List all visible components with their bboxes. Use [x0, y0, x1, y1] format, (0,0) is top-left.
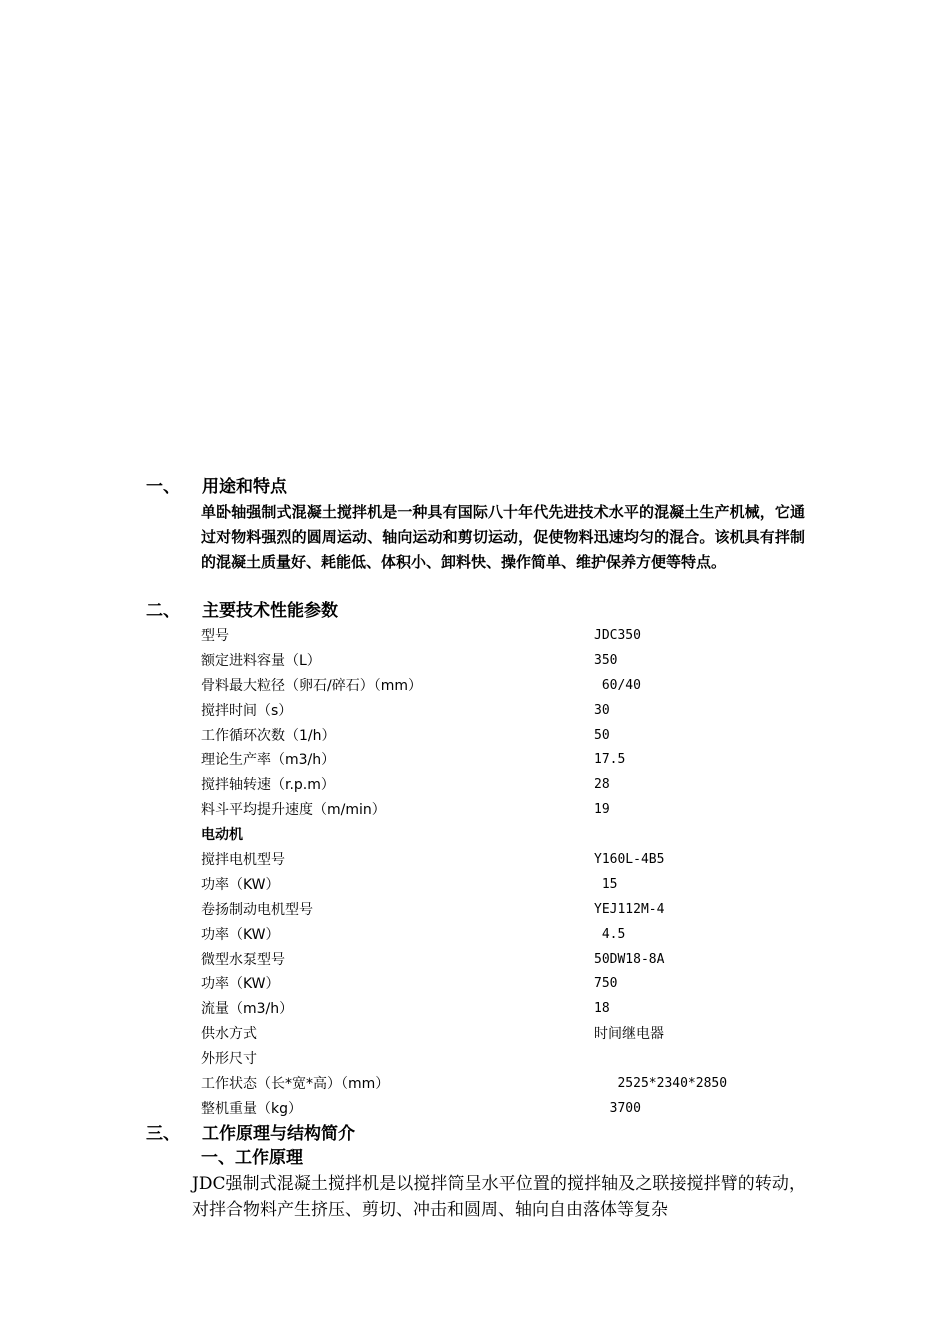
section-3-heading [146, 1122, 355, 1147]
spec-row [201, 674, 805, 699]
spec-row [201, 997, 805, 1022]
spec-value: 17.5 [594, 752, 626, 768]
spec-value: 28 [594, 777, 610, 793]
spec-group-row [201, 823, 805, 848]
spec-row [201, 848, 805, 873]
section-1-title: 用途和特点 [202, 477, 287, 497]
spec-value: 18 [594, 1001, 610, 1017]
spec-label: 工作循环次数（1/h） [201, 727, 336, 744]
spec-row [201, 972, 805, 997]
spec-label: 外形尺寸 [201, 1051, 257, 1068]
spec-label: 供水方式 [201, 1026, 257, 1043]
spec-row [201, 1047, 805, 1072]
principle-paragraph: JDC强制式混凝土搅拌机是以搅拌筒呈水平位置的搅拌轴及之联接搅拌臂的转动，对拌合物料产生挤压、剪切、冲击和圆周、轴向自由落体等复杂 [192, 1174, 806, 1220]
spec-label: 整机重量（kg） [201, 1100, 302, 1117]
spec-row [201, 1097, 805, 1122]
spec-value: 50 [594, 727, 610, 743]
spec-group-label: 电动机 [201, 827, 243, 844]
spec-label: 功率（KW） [201, 926, 280, 943]
spec-row [201, 748, 805, 773]
spec-value: 60/40 [594, 677, 641, 693]
spec-label: 骨料最大粒径（卵石/碎石）（mm） [201, 677, 422, 694]
intro-paragraph: 单卧轴强制式混凝土搅拌机是一种具有国际八十年代先进技术水平的混凝土生产机械，它通过对物料强烈的圆周运动、轴向运动和剪切运动，促使物料迅速均匀的混合。该机具有拌制的混凝土质量好、耗能低、体积小、卸料快、操作简单、维护保养方便等特点。 [201, 503, 805, 571]
spec-label: 功率（KW） [201, 876, 280, 893]
spec-value: 时间继电器 [594, 1026, 664, 1043]
spec-value: 750 [594, 976, 618, 992]
section-3-number: 三、 [146, 1124, 180, 1144]
spec-value: 15 [594, 876, 618, 892]
section-2-title: 主要技术性能参数 [202, 601, 338, 621]
spec-value: Y160L-4B5 [594, 852, 665, 868]
section-1-heading [146, 475, 287, 500]
spec-row [201, 923, 805, 948]
spec-label: 工作状态（长*宽*高）（mm） [201, 1076, 390, 1093]
spec-label: 搅拌电机型号 [201, 852, 285, 869]
section-3-title: 工作原理与结构简介 [202, 1124, 355, 1144]
spec-value: 350 [594, 652, 618, 668]
spec-row [201, 624, 805, 649]
spec-value: 2525*2340*2850 [594, 1076, 728, 1092]
spec-row [201, 898, 805, 923]
spec-label: 流量（m3/h） [201, 1001, 294, 1018]
spec-row [201, 724, 805, 749]
spec-row [201, 773, 805, 798]
spec-row [201, 699, 805, 724]
spec-row [201, 1072, 805, 1097]
spec-table [201, 624, 805, 1122]
spec-row [201, 798, 805, 823]
spec-label: 搅拌时间（s） [201, 702, 293, 719]
spec-value: 3700 [594, 1100, 641, 1116]
spec-row [201, 948, 805, 973]
spec-value: 30 [594, 702, 610, 718]
section-2-heading [146, 599, 338, 624]
spec-row [201, 873, 805, 898]
spec-label: 搅拌轴转速（r.p.m） [201, 777, 335, 794]
spec-value: YEJ112M-4 [594, 901, 665, 917]
spec-value: 4.5 [594, 926, 626, 942]
spec-row [201, 1022, 805, 1047]
principle-subheading: 一、工作原理 [201, 1148, 303, 1168]
section-1-number: 一、 [146, 477, 180, 497]
spec-label: 理论生产率（m3/h） [201, 752, 336, 769]
spec-label: 料斗平均提升速度（m/min） [201, 802, 386, 819]
section-2-number: 二、 [146, 601, 180, 621]
spec-value: JDC350 [594, 628, 641, 643]
spec-value: 50DW18-8A [594, 951, 665, 967]
spec-label: 型号 [201, 628, 229, 644]
spec-label: 功率（KW） [201, 976, 280, 993]
spec-label: 额定进料容量（L） [201, 652, 321, 669]
spec-value: 19 [594, 802, 610, 818]
spec-label: 卷扬制动电机型号 [201, 901, 313, 918]
spec-label: 微型水泵型号 [201, 951, 285, 968]
spec-row [201, 649, 805, 674]
